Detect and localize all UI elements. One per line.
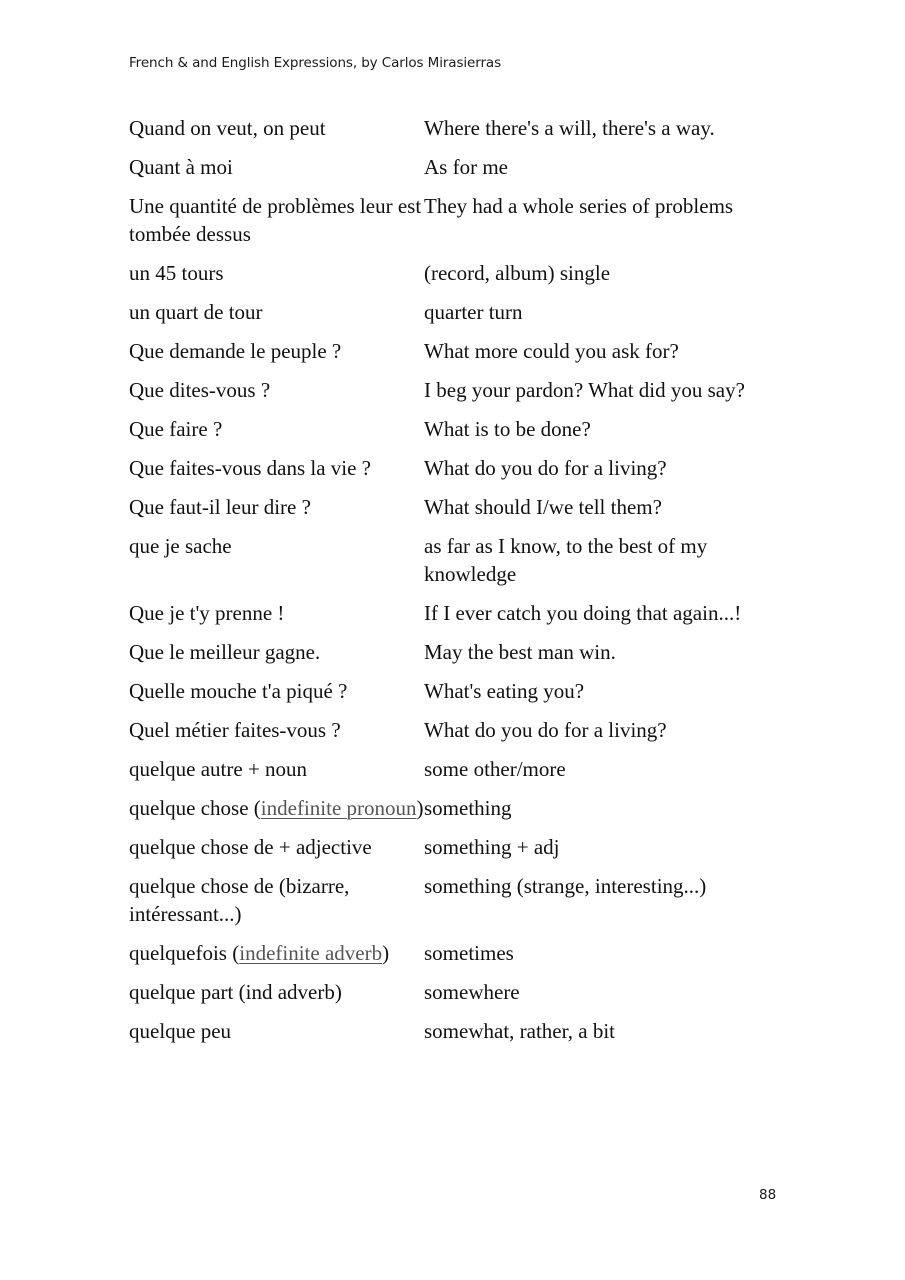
french-expression: Que demande le peuple ? <box>129 339 342 363</box>
french-expression: quelque autre + noun <box>129 757 308 781</box>
english-translation: somewhat, rather, a bit <box>424 1019 616 1043</box>
table-row <box>129 675 779 714</box>
french-expression: Que faire ? <box>129 417 223 441</box>
table-row <box>129 112 779 151</box>
french-expression: que je sache <box>129 534 232 558</box>
french-expression: quelque part (ind adverb) <box>129 980 342 1004</box>
english-translation: May the best man win. <box>424 640 616 664</box>
table-row <box>129 976 779 1015</box>
english-translation: What's eating you? <box>424 679 585 703</box>
french-text: ) <box>416 796 424 820</box>
english-translation: Where there's a will, there's a way. <box>424 116 715 140</box>
english-translation: sometimes <box>424 941 514 965</box>
french-text: ) <box>382 941 390 965</box>
french-expression: quelque peu <box>129 1019 232 1043</box>
expressions-table <box>129 112 779 1054</box>
english-translation: What do you do for a living? <box>424 718 667 742</box>
indefinite-pronoun-link[interactable]: indefinite pronoun <box>260 796 417 820</box>
table-row <box>129 491 779 530</box>
indefinite-adverb-link[interactable]: indefinite adverb <box>239 941 383 965</box>
table-row <box>129 335 779 374</box>
english-translation: something + adj <box>424 835 560 859</box>
table-row <box>129 792 779 831</box>
english-translation: some other/more <box>424 757 566 781</box>
english-translation: As for me <box>424 155 508 179</box>
english-translation: If I ever catch you doing that again...! <box>424 601 742 625</box>
french-text: quelque chose ( <box>129 796 261 820</box>
english-translation: What more could you ask for? <box>424 339 679 363</box>
table-row <box>129 636 779 675</box>
french-expression: Une quantité de problèmes leur est tombée dessus <box>129 194 422 246</box>
running-header: French & and English Expressions, by Carlos Mirasierras <box>129 55 502 71</box>
table-row <box>129 597 779 636</box>
table-row <box>129 530 779 597</box>
english-translation: What should I/we tell them? <box>424 495 662 519</box>
french-expression: un 45 tours <box>129 261 224 285</box>
table-row <box>129 413 779 452</box>
english-translation: (record, album) single <box>424 261 611 285</box>
french-expression: Que je t'y prenne ! <box>129 601 285 625</box>
english-translation: something (strange, interesting...) <box>424 874 707 898</box>
french-expression: quelque chose de (bizarre, intéressant...) <box>129 874 350 926</box>
french-expression <box>129 794 424 822</box>
table-row <box>129 452 779 491</box>
table-row <box>129 753 779 792</box>
table-row <box>129 151 779 190</box>
english-translation: I beg your pardon? What did you say? <box>424 378 745 402</box>
table-row <box>129 257 779 296</box>
french-text: quelquefois ( <box>129 941 240 965</box>
table-row <box>129 374 779 413</box>
english-translation: They had a whole series of problems <box>424 194 734 218</box>
french-expression: quelque chose de + adjective <box>129 835 372 859</box>
french-expression: Que dites-vous ? <box>129 378 271 402</box>
english-translation: something <box>424 796 512 820</box>
french-expression: Que faut-il leur dire ? <box>129 495 311 519</box>
table-row <box>129 190 779 257</box>
french-expression <box>129 939 424 967</box>
french-expression: Quant à moi <box>129 155 233 179</box>
page-number: 88 <box>759 1187 777 1203</box>
english-translation: What do you do for a living? <box>424 456 667 480</box>
english-translation: somewhere <box>424 980 520 1004</box>
french-expression: Quand on veut, on peut <box>129 116 326 140</box>
french-expression: un quart de tour <box>129 300 263 324</box>
english-translation: quarter turn <box>424 300 523 324</box>
french-expression: Quel métier faites-vous ? <box>129 718 341 742</box>
table-row <box>129 1015 779 1054</box>
table-row <box>129 831 779 870</box>
french-expression: Que faites-vous dans la vie ? <box>129 456 372 480</box>
table-row <box>129 937 779 976</box>
table-row <box>129 296 779 335</box>
table-row <box>129 714 779 753</box>
english-translation: as far as I know, to the best of my knowledge <box>424 534 708 586</box>
french-expression: Quelle mouche t'a piqué ? <box>129 679 348 703</box>
french-expression: Que le meilleur gagne. <box>129 640 321 664</box>
table-row <box>129 870 779 937</box>
english-translation: What is to be done? <box>424 417 591 441</box>
